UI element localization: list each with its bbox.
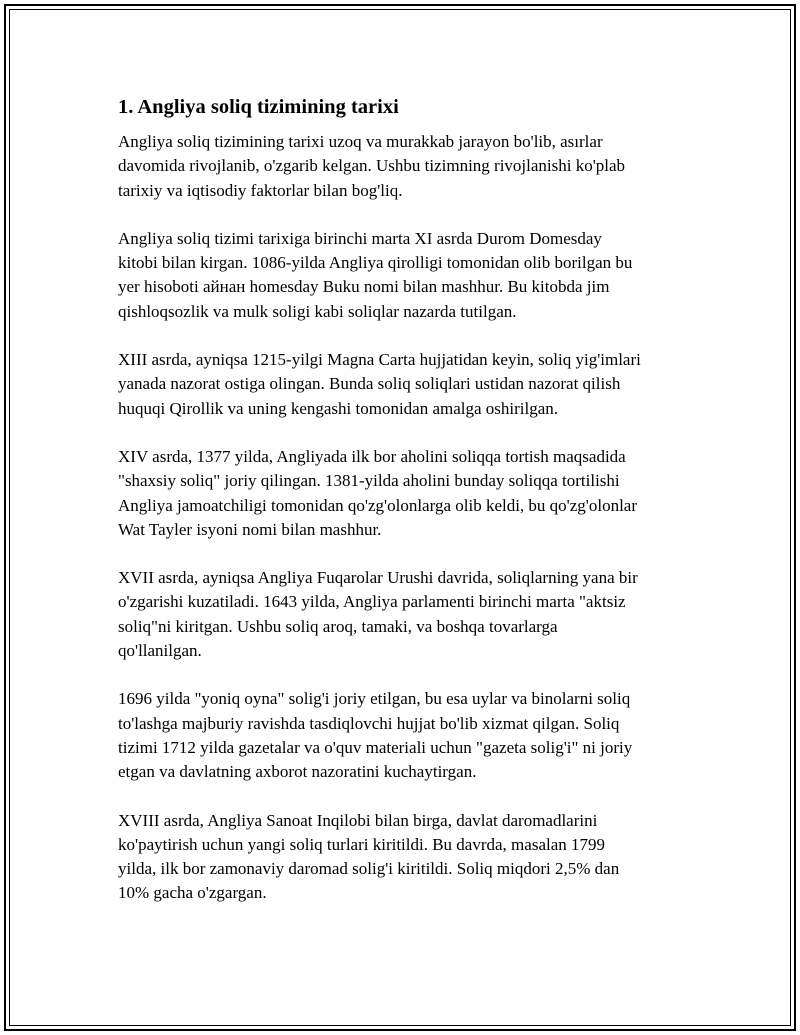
paragraph-line: qo'llanilgan. xyxy=(118,641,202,661)
paragraph-line: XIII asrda, ayniqsa 1215-yilgi Magna Carta hujjatidan keyin, soliq yig'imlari xyxy=(118,350,641,370)
paragraph-1 xyxy=(118,130,698,203)
paragraph-line: qishloqsozlik va mulk soligi kabi soliqlar nazarda tutilgan. xyxy=(118,301,517,321)
paragraph-line: XIV asrda, 1377 yilda, Angliyada ilk bor aholini soliqqa tortish maqsadida xyxy=(118,446,626,466)
paragraph-line: XVIII asrda, Angliya Sanoat Inqilobi bilan birga, davlat daromadlarini xyxy=(118,810,598,830)
paragraph-6 xyxy=(118,687,698,784)
paragraph-line: kitobi bilan kirgan. 1086-yilda Angliya qirolligi tomonidan olib borilgan bu xyxy=(118,253,633,273)
paragraph-line: Angliya jamoatchiligi tomonidan qo'zg'olonlarga olib keldi, bu qo'zg'olonlar xyxy=(118,495,638,515)
paragraph-line: Angliya soliq tizimining tarixi uzoq va murakkab jarayon bo'lib, asırlar xyxy=(118,132,603,151)
paragraph-line: huquqi Qirollik va uning kengashi tomonidan amalga oshirilgan. xyxy=(118,398,559,418)
paragraph-2 xyxy=(118,227,698,324)
paragraph-line: davomida rivojlanib, o'zgarib kelgan. Ushbu tizimning rivojlanishi ko'plab xyxy=(118,156,626,176)
paragraph-list xyxy=(118,130,698,906)
paragraph-line: yer hisoboti айнан homesday Buku nomi bilan mashhur. Bu kitobda jim xyxy=(118,277,610,297)
paragraph-line: tarixiy va iqtisodiy faktorlar bilan bog'liq. xyxy=(118,180,403,200)
paragraph-line: o'zgarishi kuzatiladi. 1643 yilda, Angliya parlamenti birinchi marta "aktsiz xyxy=(118,592,626,612)
paragraph-line: to'lashga majburiy ravishda tasdiqlovchi hujjat bo'lib xizmat qilgan. Soliq xyxy=(118,713,620,733)
paragraph-line: etgan va davlatning axborot nazoratini kuchaytirgan. xyxy=(118,762,477,782)
paragraph-line: Angliya soliq tizimi tarixiga birinchi marta XI asrda Durom Domesday xyxy=(118,228,602,248)
paragraph-line: "shaxsiy soliq" joriy qilingan. 1381-yilda aholini bunday soliqqa tortilishi xyxy=(118,471,620,491)
paragraph-3 xyxy=(118,348,698,421)
paragraph-line: tizimi 1712 yilda gazetalar va o'quv materiali uchun "gazeta solig'i" ni joriy xyxy=(118,737,633,757)
paragraph-line: 10% gacha o'zgargan. xyxy=(118,883,267,903)
paragraph-line: yilda, ilk bor zamonaviy daromad solig'i kiritildi. Soliq miqdori 2,5% dan xyxy=(118,859,620,879)
document-body xyxy=(118,94,698,930)
paragraph-line: soliq"ni kiritgan. Ushbu soliq aroq, tamaki, va boshqa tovarlarga xyxy=(118,616,558,636)
paragraph-line: 1696 yilda "yoniq oyna" solig'i joriy etilgan, bu esa uylar va binolarni soliq xyxy=(118,689,631,709)
paragraph-5 xyxy=(118,566,698,663)
paragraph-line: ko'paytirish uchun yangi soliq turlari kiritildi. Bu davrda, masalan 1799 xyxy=(118,834,606,854)
paragraph-7 xyxy=(118,809,698,906)
paragraph-line: XVII asrda, ayniqsa Angliya Fuqarolar Urushi davrida, soliqlarning yana bir xyxy=(118,568,638,588)
section-heading: 1. Angliya soliq tizimining tarixi xyxy=(118,96,399,118)
paragraph-4 xyxy=(118,445,698,542)
paragraph-line: Wat Tayler isyoni nomi bilan mashhur. xyxy=(118,519,382,539)
paragraph-line: yanada nazorat ostiga olingan. Bunda soliq soliqlari ustidan nazorat qilish xyxy=(118,374,621,394)
